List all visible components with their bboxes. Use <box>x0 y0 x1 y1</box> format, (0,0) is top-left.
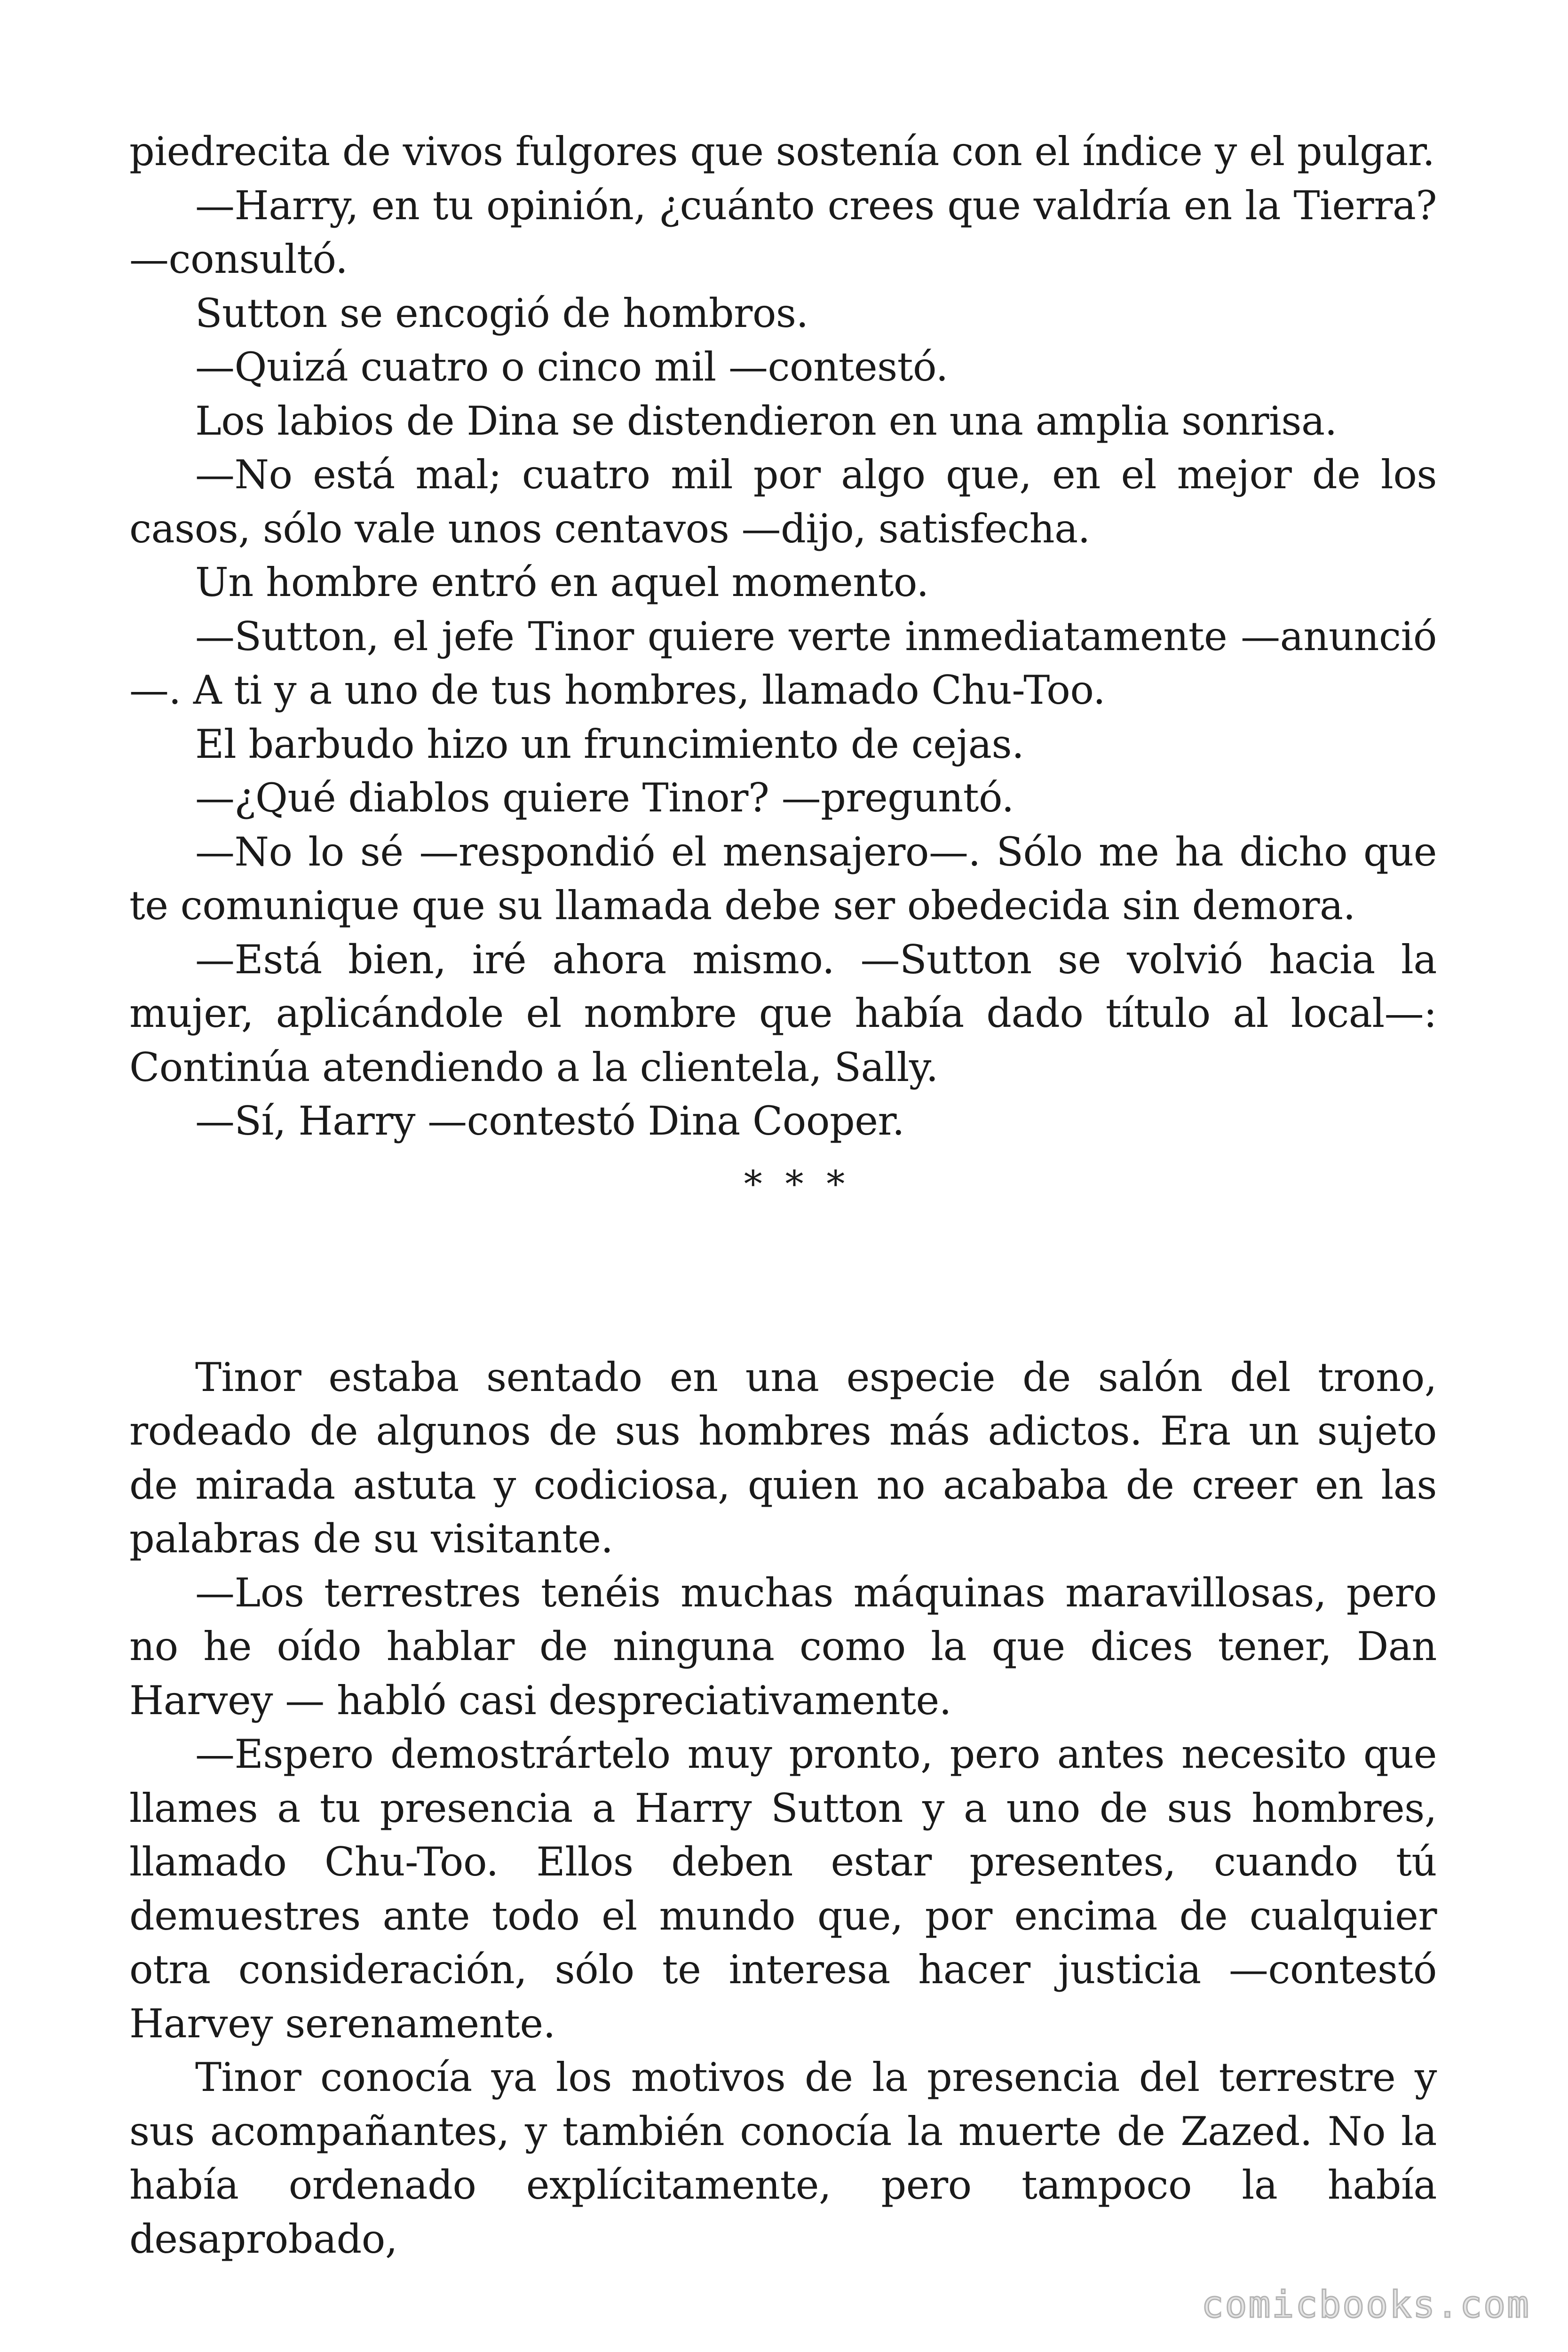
paragraph: —¿Qué diablos quiere Tinor? —preguntó. <box>195 775 1014 821</box>
paragraph: Tinor estaba sentado en una especie de salón del trono, rodeado de algunos de sus hombres más adictos. Era un sujeto de mirada astuta y codiciosa, quien no acababa de creer en las palabras de su visitante. <box>129 1354 1437 1562</box>
paragraph: Los labios de Dina se distendieron en una amplia sonrisa. <box>195 397 1337 444</box>
paragraph: piedrecita de vivos fulgores que sostenía con el índice y el pulgar. <box>129 128 1435 175</box>
paragraph: Tinor conocía ya los motivos de la presencia del terrestre y sus acompañantes, y también conocía la muerte de Zazed. No la había ordenado explícitamente, pero tampoco la había desaprobado, <box>129 2054 1437 2262</box>
scene-separator: * * * <box>744 1163 851 1206</box>
paragraph: —Los terrestres tenéis muchas máquinas maravillosas, pero no he oído hablar de ninguna como la que dices tener, Dan Harvey — habló casi despreciativamente. <box>129 1569 1437 1724</box>
paragraph: El barbudo hizo un fruncimiento de cejas. <box>195 721 1024 767</box>
paragraph: —Sutton, el jefe Tinor quiere verte inmediatamente —anunció —. A ti y a uno de tus hombres, llamado Chu-Too. <box>129 613 1437 713</box>
paragraph: —Está bien, iré ahora mismo. —Sutton se volvió hacia la mujer, aplicándole el nombre que había dado título al local—: Continúa atendiendo a la clientela, Sally. <box>129 936 1437 1090</box>
paragraph: —No está mal; cuatro mil por algo que, en el mejor de los casos, sólo vale unos centavos —dijo, satisfecha. <box>129 452 1437 552</box>
paragraph: Sutton se encogió de hombros. <box>195 290 808 336</box>
watermark: comicbooks.com <box>1201 2284 1530 2326</box>
paragraph: —Quizá cuatro o cinco mil —contestó. <box>195 344 948 390</box>
paragraph: —Harry, en tu opinión, ¿cuánto crees que valdría en la Tierra? —consultó. <box>129 182 1437 282</box>
paragraph: —Espero demostrártelo muy pronto, pero antes necesito que llames a tu presencia a Harry Sutton y a uno de sus hombres, llamado Chu-Too. Ellos deben estar presentes, cuando tú demuestres ante todo el mundo que, por encima de cualquier otra consideración, sólo te interesa hacer justicia —contestó Harvey serenamente. <box>129 1731 1437 2047</box>
paragraph: —No lo sé —respondió el mensajero—. Sólo me ha dicho que te comunique que su llamada debe ser obedecida sin demora. <box>129 828 1437 929</box>
book-page <box>129 125 1437 2266</box>
paragraph: Un hombre entró en aquel momento. <box>195 559 929 605</box>
paragraph: —Sí, Harry —contestó Dina Cooper. <box>195 1098 905 1144</box>
